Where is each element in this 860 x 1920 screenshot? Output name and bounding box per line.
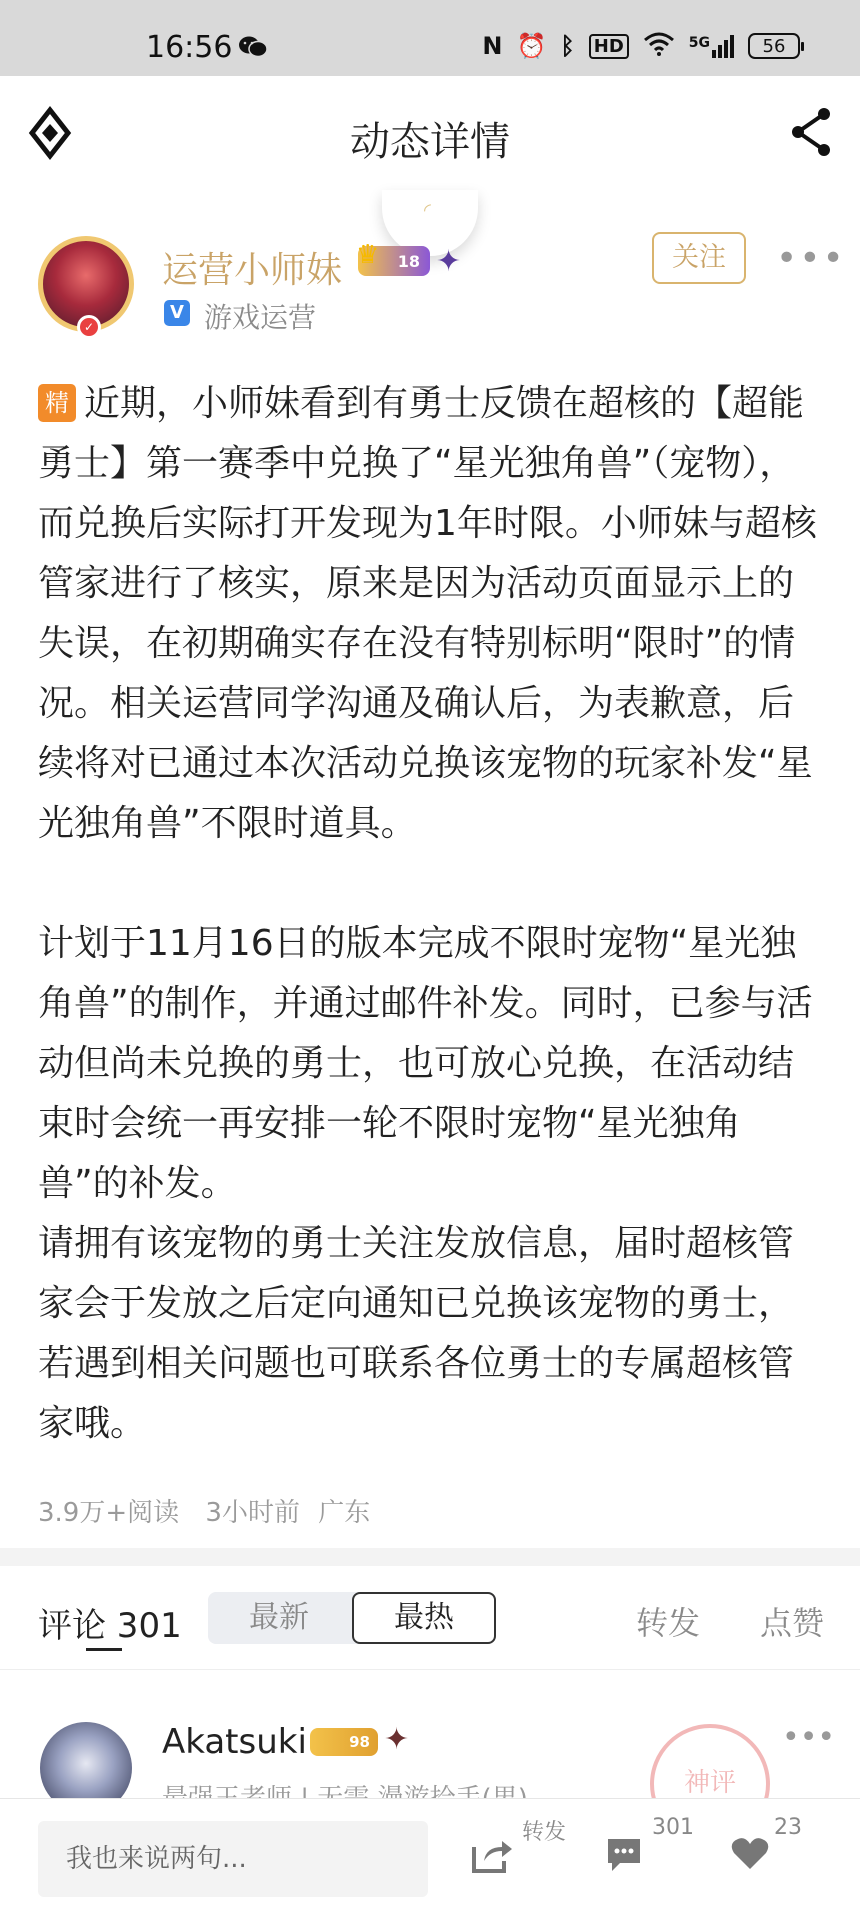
sort-latest-button[interactable]: 最新 xyxy=(249,1600,309,1635)
status-time: 16:56 xyxy=(146,30,233,65)
comment-tabs xyxy=(0,1566,860,1670)
alarm-icon: ⏰ xyxy=(516,32,547,60)
author-row xyxy=(0,232,860,342)
verified-v-icon: V xyxy=(164,300,190,326)
author-level-badge: 18 xyxy=(358,246,430,276)
author-name[interactable]: 运营小师妹 xyxy=(162,250,343,291)
featured-tag: 精 xyxy=(38,384,76,422)
author-avatar[interactable] xyxy=(38,236,134,332)
battery-indicator: 56 xyxy=(748,33,800,59)
tab-comments[interactable]: 评论 301 xyxy=(38,1606,182,1646)
tab-active-underline xyxy=(86,1648,122,1651)
comment-icon[interactable] xyxy=(604,1835,664,1885)
post-content xyxy=(38,374,828,1454)
repost-label: 转发 xyxy=(522,1820,567,1845)
more-options-icon[interactable]: ••• xyxy=(776,238,846,279)
follow-button[interactable]: 关注 xyxy=(652,232,746,284)
post-location: 广东 xyxy=(318,1498,371,1528)
author-role: 游戏运营 xyxy=(204,301,317,334)
sort-toggle xyxy=(208,1592,496,1644)
post-paragraph-2: 计划于11月16日的版本完成不限时宠物“星光独角兽”的制作，并通过邮件补发。同时，已参与活动但尚未兑换的勇士，也可放心兑换，在活动结束时会统一再安排一轮不限时宠物“星光独角兽”的补发。 xyxy=(38,923,813,1204)
comment-input[interactable] xyxy=(38,1821,428,1897)
post-paragraph-3: 请拥有该宠物的勇士关注发放信息，届时超核管家会于发放之后定向通知已兑换该宠物的勇士，若遇到相关问题也可联系各位勇士的专属超核管家哦。 xyxy=(38,1223,795,1444)
avatar-verified-icon: ✓ xyxy=(77,315,101,339)
commenter-rank-icon: ✦ xyxy=(384,1722,410,1757)
hd-icon: HD xyxy=(589,34,629,59)
network-type-label: 5G xyxy=(688,34,710,51)
rank-emblem-icon: ✦ xyxy=(436,244,462,279)
post-time: 3小时前 xyxy=(205,1498,300,1528)
section-divider xyxy=(0,1548,860,1566)
comment-count: 301 xyxy=(652,1815,694,1840)
nav-bar xyxy=(0,76,860,192)
heart-icon[interactable] xyxy=(730,1835,790,1885)
page-title: 动态详情 xyxy=(350,119,510,165)
signal-icon xyxy=(689,35,734,58)
post-meta xyxy=(38,1492,388,1529)
comment-more-icon[interactable]: ••• xyxy=(782,1720,836,1755)
repost-icon[interactable] xyxy=(470,1835,530,1885)
commenter-level-badge: 98 xyxy=(310,1728,378,1756)
bluetooth-icon: ᛒ xyxy=(560,32,575,60)
wifi-icon xyxy=(643,32,675,60)
share-icon[interactable] xyxy=(790,106,832,158)
top-comment-stamp: 神评 xyxy=(650,1724,770,1844)
commenter-name[interactable]: Akatsuki xyxy=(162,1722,307,1762)
status-icons xyxy=(482,32,800,60)
wechat-icon xyxy=(238,34,268,64)
post-paragraph xyxy=(38,374,828,854)
status-bar xyxy=(0,0,860,76)
nfc-icon: N xyxy=(482,32,503,60)
crown-icon: ♛ xyxy=(356,240,380,270)
post-paragraph-1: 近期，小师妹看到有勇士反馈在超核的【超能勇士】第一赛季中兑换了“星光独角兽”（宠物），而兑换后实际打开发现为1年时限。小师妹与超核管家进行了核实，原来是因为活动页面显示上的失误，在初期确实存在没有特别标明“限时”的情况。相关运营同学沟通及确认后，为表歉意，后续将对已通过本次活动兑换该宠物的玩家补发“星光独角兽”不限时道具。 xyxy=(38,383,817,844)
like-count: 23 xyxy=(774,1815,802,1840)
tab-likes[interactable]: 点赞 xyxy=(760,1604,825,1642)
tab-reposts[interactable]: 转发 xyxy=(636,1604,701,1642)
comment-item[interactable] xyxy=(0,1670,860,1798)
refresh-spinner-icon: ◜ xyxy=(424,200,431,221)
bottom-action-bar xyxy=(0,1798,860,1920)
sort-hot-button[interactable]: 最热 xyxy=(352,1592,496,1644)
read-count: 3.9万+阅读 xyxy=(38,1498,180,1528)
